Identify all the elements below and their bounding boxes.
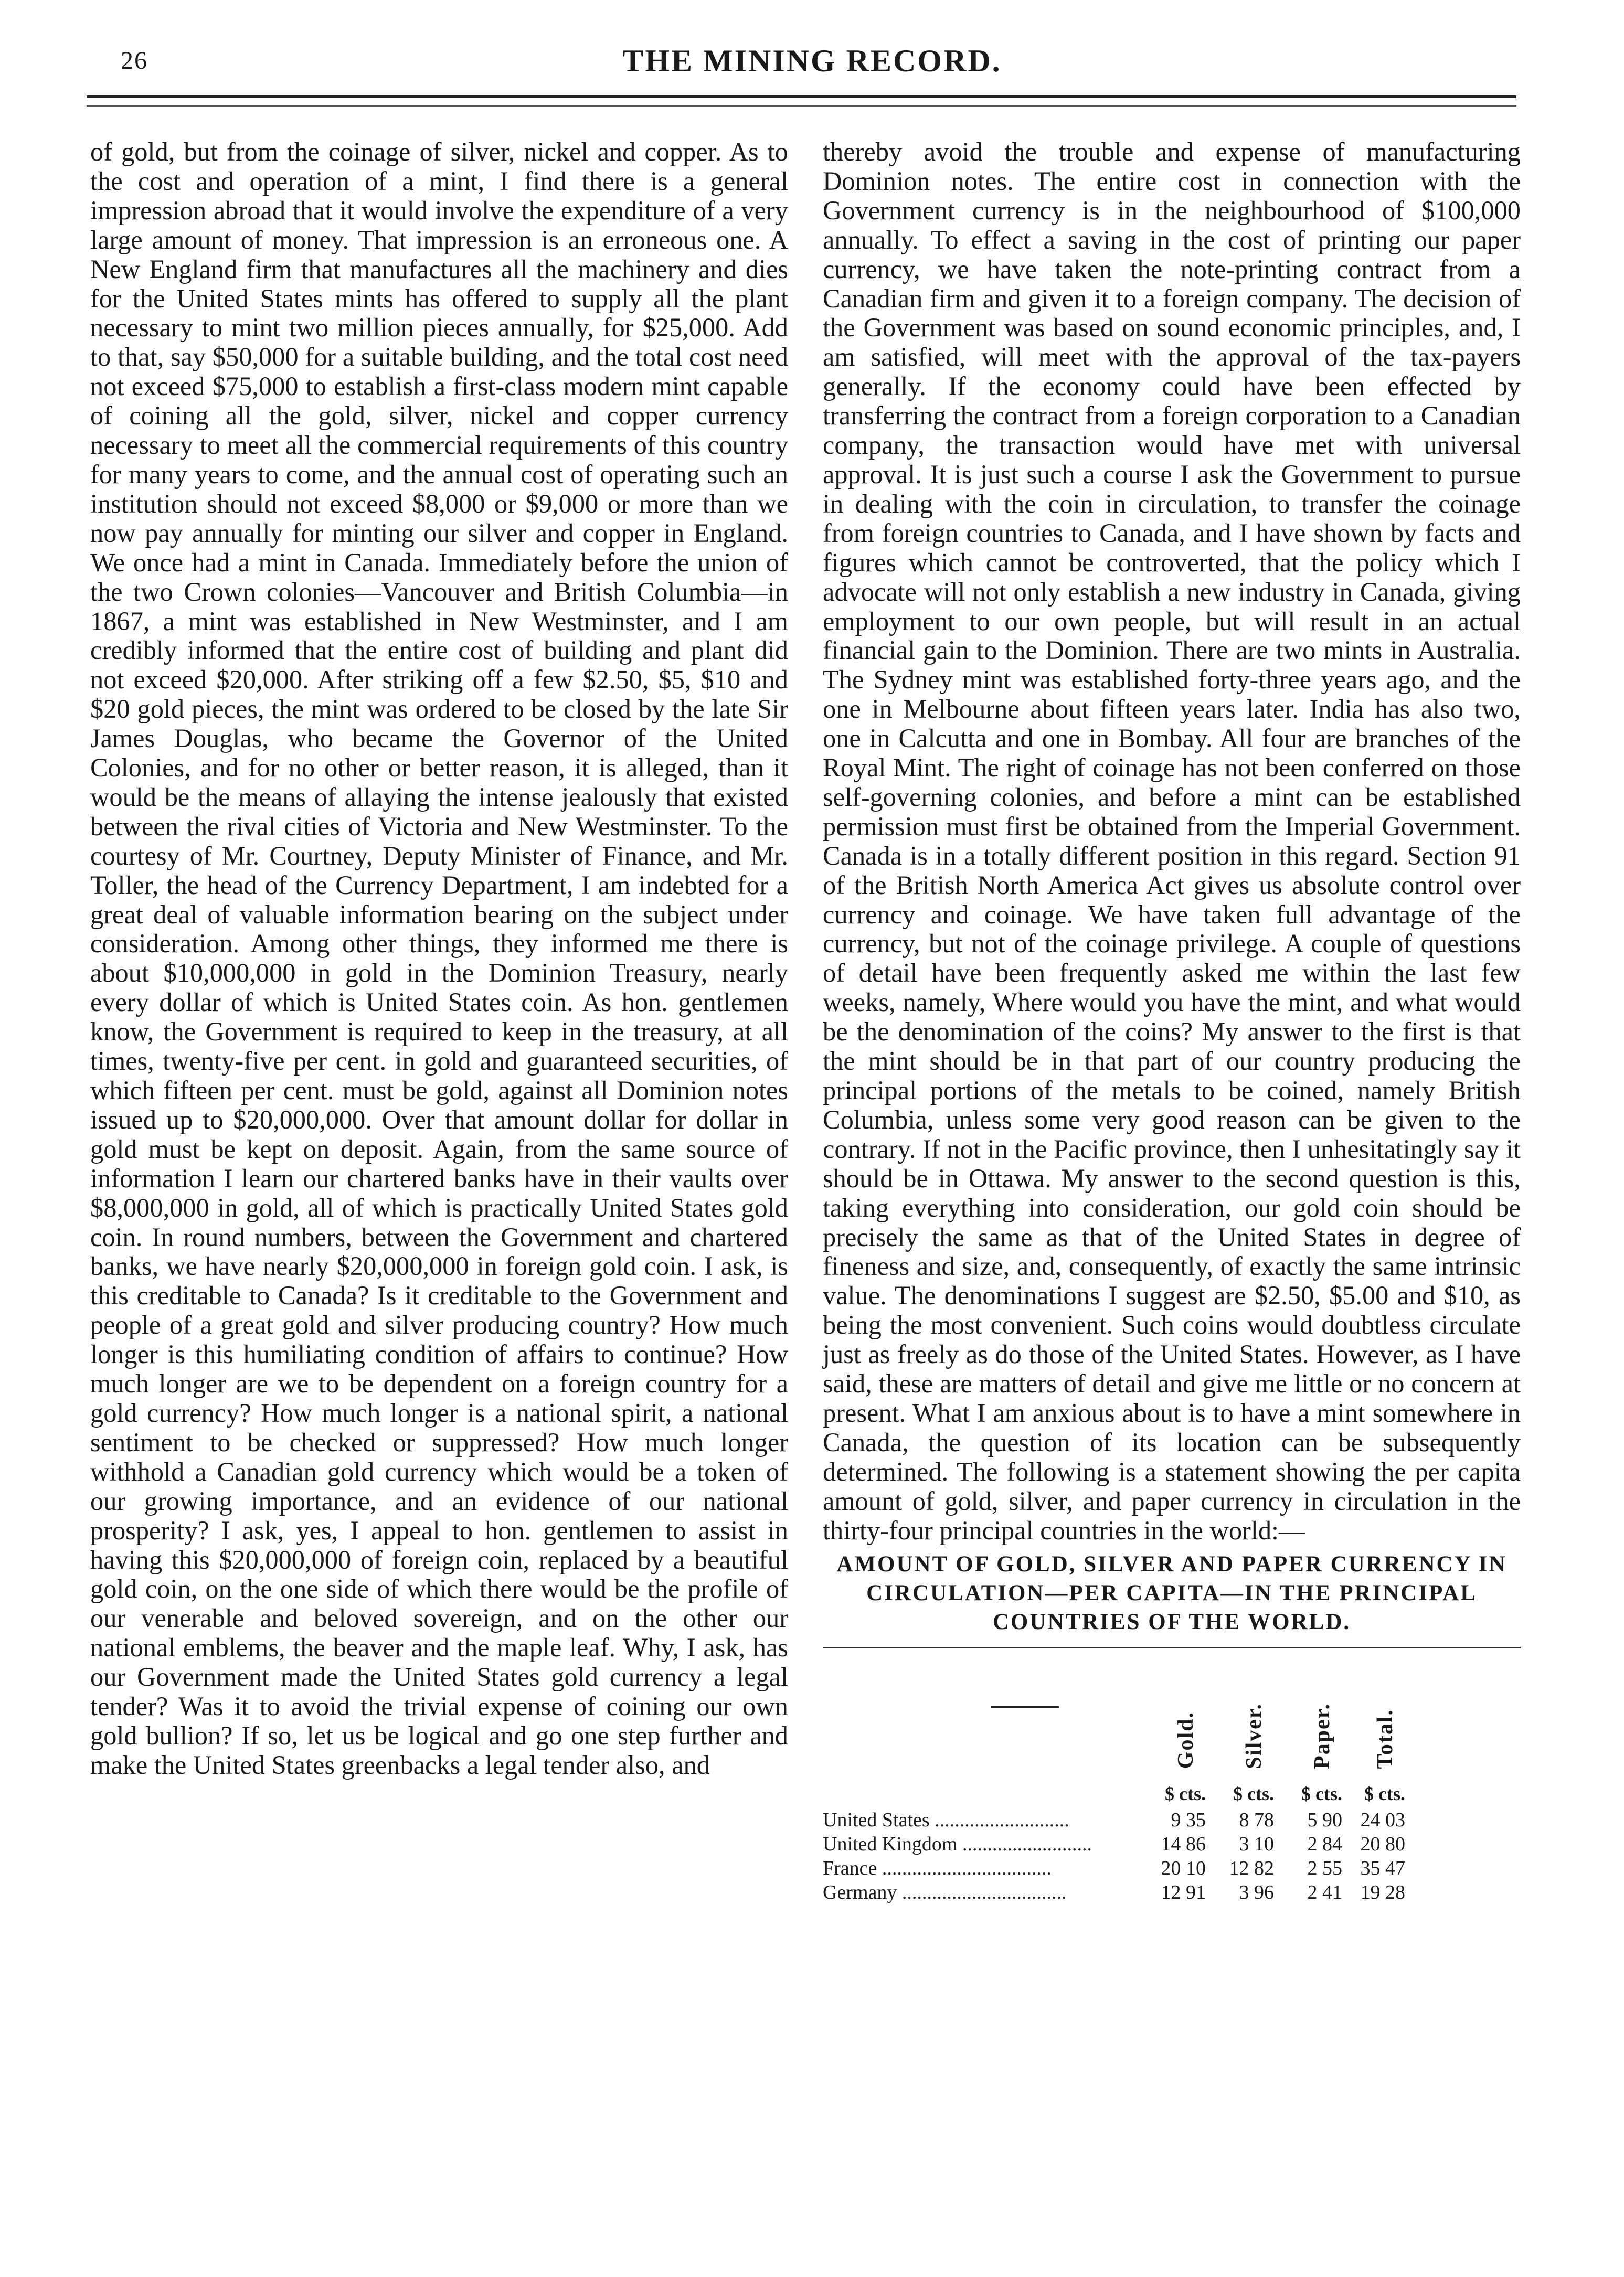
paper-value: 2 55 bbox=[1307, 1857, 1342, 1879]
unit-total: $ cts. bbox=[1364, 1783, 1405, 1804]
paper-value: 2 41 bbox=[1307, 1881, 1342, 1903]
gold-value: 14 86 bbox=[1161, 1833, 1206, 1855]
paper-value: 5 90 bbox=[1307, 1808, 1342, 1831]
table-row bbox=[823, 1854, 1521, 1877]
silver-value: 12 82 bbox=[1229, 1857, 1274, 1879]
table-row bbox=[823, 1878, 1521, 1901]
paper-value: 2 84 bbox=[1307, 1833, 1342, 1855]
total-value: 35 47 bbox=[1360, 1857, 1405, 1879]
total-value: 20 80 bbox=[1360, 1833, 1405, 1855]
country-name: United Kingdom .......................... bbox=[823, 1833, 1092, 1855]
unit-gold: $ cts. bbox=[1165, 1783, 1206, 1804]
silver-value: 8 78 bbox=[1239, 1808, 1274, 1831]
stub-dash bbox=[991, 1706, 1059, 1708]
left-column bbox=[90, 137, 788, 1780]
gold-value: 20 10 bbox=[1161, 1857, 1206, 1879]
units-row bbox=[823, 1780, 1521, 1803]
unit-silver: $ cts. bbox=[1233, 1783, 1274, 1804]
country-name: France .................................. bbox=[823, 1857, 1052, 1879]
table-row bbox=[823, 1830, 1521, 1853]
page-number: 26 bbox=[121, 47, 148, 75]
total-value: 19 28 bbox=[1360, 1881, 1405, 1903]
page-title: THE MINING RECORD. bbox=[622, 44, 1002, 78]
column-header-gold: Gold. bbox=[1174, 1711, 1198, 1769]
silver-value: 3 96 bbox=[1239, 1881, 1274, 1903]
column-header-paper: Paper. bbox=[1310, 1703, 1334, 1769]
silver-value: 3 10 bbox=[1239, 1833, 1274, 1855]
header-rule bbox=[87, 95, 1516, 107]
gold-value: 12 91 bbox=[1161, 1881, 1206, 1903]
country-name: Germany ................................. bbox=[823, 1881, 1067, 1903]
column-header-total: Total. bbox=[1373, 1709, 1397, 1769]
right-column bbox=[823, 137, 1521, 1903]
column-header-silver: Silver. bbox=[1242, 1703, 1266, 1769]
currency-table bbox=[823, 1648, 1521, 1903]
table-row bbox=[823, 1806, 1521, 1829]
article-text-right: thereby avoid the trouble and expense of manufacturing Dominion notes. The entire cost in connection with the Government currency is in the neighbourhood of $100,000 annually. To effect a saving in the cost of printing our paper currency, we have taken the note-printing contract from a Canadian firm and given it to a foreign company. The decision of the Government was based on sound economic principles, and, I am satisfied, will meet with the approval of the tax-payers generally. If the economy could have been effected by transferring the contract from a foreign corporation to a Canadian company, the transaction would have met with universal approval. It is just such a course I ask the Government to pursue in dealing with the coin in circulation, to transfer the coinage from foreign countries to Canada, and I have shown by facts and figures which cannot be controverted, that the policy which I advocate will not only establish a new industry in Canada, giving employment to our own people, but will result in an actual financial gain to the Dominion. There are two mints in Australia. The Sydney mint was established forty-three years ago, and the one in Melbourne about fifteen years later. India has also two, one in Calcutta and one in Bombay. All four are branches of the Royal Mint. The right of coinage has not been conferred on those self-governing colonies, and before a mint can be established permission must first be obtained from the Imperial Government. Canada is in a totally different position in this regard. Section 91 of the British North America Act gives us absolute control over currency and coinage. We have taken full advantage of the currency, but not of the coinage privilege. A couple of questions of detail have been frequently asked me within the last few weeks, namely, Where would you have the mint, and what would be the denomination of the coins? My answer to the first is that the mint should be in that part of our country producing the principal portions of the metals to be coined, namely British Columbia, unless some very good reason can be given to the contrary. If not in the Pacific province, then I unhesitatingly say it should be in Ottawa. My answer to the second question is this, taking everything into consideration, our gold coin should be precisely the same as that of the United States in degree of fineness and size, and, consequently, of exactly the same intrinsic value. The denominations I suggest are $2.50, $5.00 and $10, as being the most convenient. Such coins would doubtless circulate just as freely as do those of the United States. However, as I have said, these are matters of detail and give me little or no concern at present. What I am anxious about is to have a mint somewhere in Canada, the question of its location can be subsequently determined. The following is a statement showing the per capita amount of gold, silver, and paper currency in circulation in the thirty-four principal countries in the world:— bbox=[823, 137, 1521, 1545]
total-value: 24 03 bbox=[1360, 1808, 1405, 1831]
country-name: United States ........................... bbox=[823, 1808, 1069, 1831]
article-text-left: of gold, but from the coinage of silver, nickel and copper. As to the cost and operation of a mint, I find there is a general impression abroad that it would involve the expenditure of a very large amount of money. That impression is an erroneous one. A New England firm that manufactures all the machinery and dies for the United States mints has offered to supply all the plant necessary to mint two million pieces annually, for $25,000. Add to that, say $50,000 for a suitable building, and the total cost need not exceed $75,000 to establish a first-class modern mint capable of coining all the gold, silver, nickel and copper currency necessary to meet all the commercial requirements of this country for many years to come, and the annual cost of operating such an institution should not exceed $8,000 or $9,000 or more than we now pay annually for minting our silver and copper in England. We once had a mint in Canada. Immediately before the union of the two Crown colonies—Vancouver and British Columbia—in 1867, a mint was established in New Westminster, and I am credibly informed that the entire cost of building and plant did not exceed $20,000. After striking off a few $2.50, $5, $10 and $20 gold pieces, the mint was ordered to be closed by the late Sir James Douglas, who became the Governor of the United Colonies, and for no other or better reason, it is alleged, than it would be the means of allaying the intense jealously that existed between the rival cities of Victoria and New Westminster. To the courtesy of Mr. Courtney, Deputy Minister of Finance, and Mr. Toller, the head of the Currency Department, I am indebted for a great deal of valuable information bearing on the subject under consideration. Among other things, they informed me there is about $10,000,000 in gold in the Dominion Treasury, nearly every dollar of which is United States coin. As hon. gentlemen know, the Government is required to keep in the treasury, at all times, twenty-five per cent. in gold and guaranteed securities, of which fifteen per cent. must be gold, against all Dominion notes issued up to $20,000,000. Over that amount dollar for dollar in gold must be kept on deposit. Again, from the same source of information I learn our chartered banks have in their vaults over $8,000,000 in gold, all of which is practically United States gold coin. In round numbers, between the Government and chartered banks, we have nearly $20,000,000 in foreign gold coin. I ask, is this creditable to Canada? Is it creditable to the Government and people of a great gold and silver producing country? How much longer is this humiliating condition of affairs to continue? How much longer are we to be dependent on a foreign country for a gold currency? How much longer is a national spirit, a national sentiment to be checked or suppressed? How much longer withhold a Canadian gold currency which would be a token of our growing importance, and an evidence of our national prosperity? I ask, yes, I appeal to hon. gentlemen to assist in having this $20,000,000 of foreign coin, replaced by a beautiful gold coin, on the one side of which there would be the profile of our venerable and beloved sovereign, and on the other our national emblems, the beaver and the maple leaf. Why, I ask, has our Government made the United States gold currency a legal tender? Was it to avoid the trivial expense of coining our own gold bullion? If so, let us be logical and go one step further and make the United States greenbacks a legal tender also, and bbox=[90, 137, 788, 1780]
gold-value: 9 35 bbox=[1171, 1808, 1206, 1831]
table-title: AMOUNT OF GOLD, SILVER AND PAPER CURRENCY IN CIRCULATION—PER CAPITA—IN THE PRINCIPAL COUNTRIES OF THE WORLD. bbox=[836, 1551, 1507, 1634]
unit-paper: $ cts. bbox=[1301, 1783, 1342, 1804]
